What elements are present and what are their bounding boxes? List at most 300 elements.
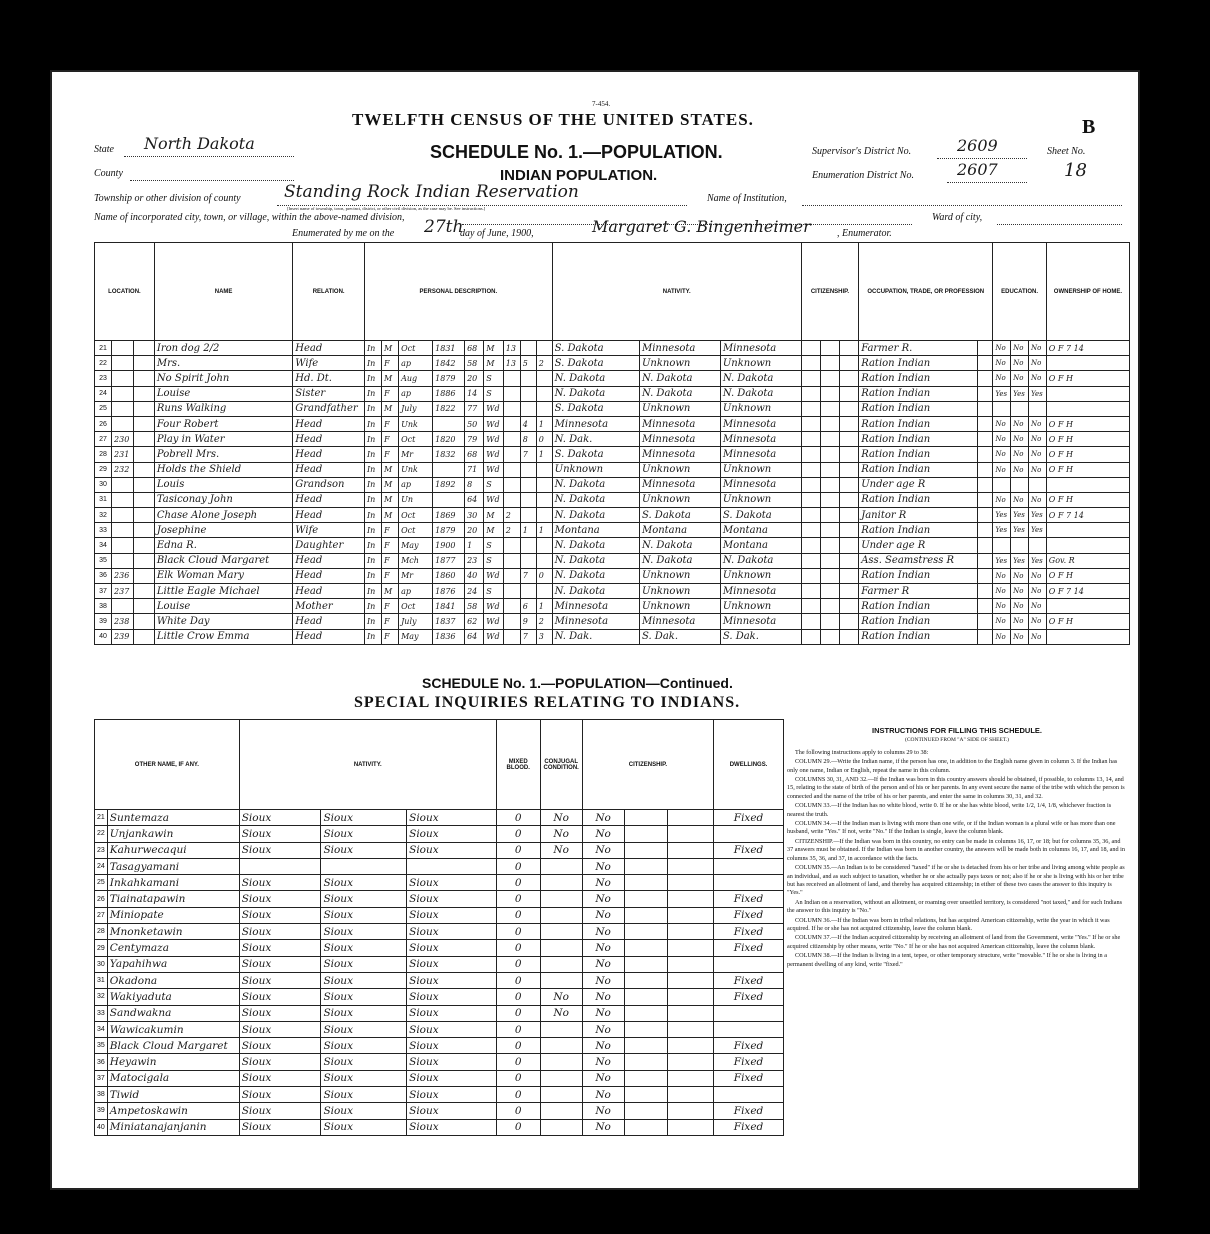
city-label: Name of incorporated city, town, or village, within the above-named division, xyxy=(94,212,405,223)
population-row xyxy=(95,386,1130,401)
color: In xyxy=(365,492,382,507)
instruction-paragraph: COLUMN 37.—If the Indian acquired citizenship by receiving an allotment of land from the Government, write "Yes." If he or she acquired citizenship by other means, write "No." If he or she has not acquired American citizenship, leave the column blank. xyxy=(787,934,1121,950)
relation: Daughter xyxy=(293,538,365,553)
person-name: Edna R. xyxy=(154,538,292,553)
nativity2-header: NATIVITY. xyxy=(239,720,496,810)
father-birthplace: N. Dakota xyxy=(639,538,720,553)
birth-year xyxy=(433,492,465,507)
tribe: Sioux xyxy=(239,924,321,940)
tribe-of-father: Sioux xyxy=(321,1070,407,1086)
person-name: Josephine xyxy=(154,523,292,538)
relation: Sister xyxy=(293,386,365,401)
home-ownership: O F 7 14 xyxy=(1046,341,1129,356)
polygamy xyxy=(540,1038,582,1054)
father-birthplace: Unknown xyxy=(639,401,720,416)
home-ownership xyxy=(1046,538,1129,553)
color: In xyxy=(365,432,382,447)
can-write: Yes xyxy=(1011,523,1029,538)
taxed: No xyxy=(582,940,624,956)
state-label: State xyxy=(94,144,114,155)
home-ownership: O F H xyxy=(1046,462,1129,477)
person-name: Runs Walking xyxy=(154,401,292,416)
population-row xyxy=(95,432,1130,447)
family-number xyxy=(133,584,154,599)
dwelling: Fixed xyxy=(714,1038,784,1054)
dwelling: Fixed xyxy=(714,1054,784,1070)
imm-year xyxy=(801,371,820,386)
birthplace: N. Dakota xyxy=(552,553,639,568)
imm-year xyxy=(801,462,820,477)
color: In xyxy=(365,614,382,629)
can-read: No xyxy=(993,568,1011,583)
person-name: Louis xyxy=(154,477,292,492)
can-read: No xyxy=(993,341,1011,356)
occupation: Ration Indian xyxy=(859,599,978,614)
other-name: Wawicakumin xyxy=(107,1021,239,1037)
naturalization xyxy=(840,447,859,462)
enumerator-suffix: , Enumerator. xyxy=(837,228,892,239)
occupation: Under age R xyxy=(859,538,978,553)
tribe: Sioux xyxy=(239,907,321,923)
tribe-of-father: Sioux xyxy=(321,1005,407,1021)
row-number: 25 xyxy=(95,401,112,416)
naturalization xyxy=(840,477,859,492)
instruction-paragraph: COLUMN 36.—If the Indian was born in tribal relations, but has acquired American citizenship, write the year in which it was acquired. If he or she has not acquired citizenship, leave the column blank. xyxy=(787,916,1110,932)
can-write: Yes xyxy=(1011,553,1029,568)
dwelling: Fixed xyxy=(714,924,784,940)
citizenship-year xyxy=(624,858,668,874)
father-birthplace: N. Dakota xyxy=(639,553,720,568)
citizenship-by-allotment xyxy=(668,924,714,940)
children-living xyxy=(536,462,552,477)
mixed-blood: 0 xyxy=(496,1087,540,1103)
tribe: Sioux xyxy=(239,1119,321,1135)
father-birthplace: S. Dakota xyxy=(639,508,720,523)
imm-year xyxy=(801,386,820,401)
birth-month: Oct xyxy=(399,599,433,614)
relation: Head xyxy=(293,341,365,356)
other-name: Mnonketawin xyxy=(107,924,239,940)
color: In xyxy=(365,584,382,599)
imm-year xyxy=(801,599,820,614)
mother-birthplace: Unknown xyxy=(720,599,801,614)
dwelling-number xyxy=(112,492,134,507)
can-read: No xyxy=(993,614,1011,629)
age: 1 xyxy=(465,538,484,553)
birthplace: Minnesota xyxy=(552,416,639,431)
citizenship-by-allotment xyxy=(668,1119,714,1135)
mixed-blood: 0 xyxy=(496,956,540,972)
children-born xyxy=(520,538,536,553)
occupation: Ration Indian xyxy=(859,629,978,644)
imm-year xyxy=(801,341,820,356)
years-in-us xyxy=(820,401,839,416)
row-number: 38 xyxy=(95,1087,108,1103)
years-in-us xyxy=(820,508,839,523)
age: 58 xyxy=(465,356,484,371)
instructions-title: INSTRUCTIONS FOR FILLING THIS SCHEDULE. xyxy=(872,727,1042,735)
tribe-of-mother: Sioux xyxy=(407,842,497,858)
row-number: 36 xyxy=(95,568,112,583)
polygamy: No xyxy=(540,989,582,1005)
other-name-header: OTHER NAME, IF ANY. xyxy=(95,720,240,810)
row-number: 27 xyxy=(95,432,112,447)
birthplace: N. Dakota xyxy=(552,492,639,507)
citizenship-year xyxy=(624,1038,668,1054)
special-inquiry-row xyxy=(95,891,784,907)
row-number: 27 xyxy=(95,907,108,923)
birthplace: Minnesota xyxy=(552,614,639,629)
marital-status: Wd xyxy=(484,568,504,583)
tribe: Sioux xyxy=(239,940,321,956)
dwelling: Fixed xyxy=(714,1119,784,1135)
birth-month: Mr xyxy=(399,447,433,462)
citizenship-by-allotment xyxy=(668,875,714,891)
population-row xyxy=(95,614,1130,629)
dwelling-number: 230 xyxy=(112,432,134,447)
occupation: Janitor R xyxy=(859,508,978,523)
tribe-of-father: Sioux xyxy=(321,1087,407,1103)
taxed: No xyxy=(582,1054,624,1070)
years-married xyxy=(503,553,520,568)
father-birthplace: Unknown xyxy=(639,462,720,477)
instruction-paragraph: COLUMNS 30, 31, AND 32.—If the Indian was born in this country answers should be obtained, if possible, to columns 13, 14, and 15, relating to the state of birth of the person and of his or her parents. In any event secure the name of the tribe with which the person is connected and the name of the tribe of his or her parents, and enter the same in columns 30, 31, and 32. xyxy=(787,776,1125,800)
years-married xyxy=(503,492,520,507)
ward-label: Ward of city, xyxy=(932,212,983,223)
speaks-english: Yes xyxy=(1028,523,1046,538)
township-label: Township or other division of county xyxy=(94,193,241,204)
tribe-of-mother: Sioux xyxy=(407,1103,497,1119)
years-in-us xyxy=(820,432,839,447)
census-sheet xyxy=(50,70,1140,1190)
children-living: 1 xyxy=(536,523,552,538)
birth-year: 1820 xyxy=(433,432,465,447)
conjugal-header: CONJUGAL CONDITION. xyxy=(540,720,582,810)
citizenship-by-allotment xyxy=(668,972,714,988)
occupation: Ration Indian xyxy=(859,416,978,431)
dwelling-number xyxy=(112,508,134,523)
population-row xyxy=(95,538,1130,553)
birthplace: N. Dakota xyxy=(552,508,639,523)
mixed-blood-header: MIXED BLOOD. xyxy=(496,720,540,810)
naturalization xyxy=(840,614,859,629)
tribe-of-mother: Sioux xyxy=(407,989,497,1005)
birthplace: N. Dakota xyxy=(552,538,639,553)
children-born xyxy=(520,477,536,492)
marital-status: Wd xyxy=(484,401,504,416)
tribe: Sioux xyxy=(239,810,321,826)
polygamy xyxy=(540,1119,582,1135)
sex: M xyxy=(382,401,399,416)
can-read: No xyxy=(993,416,1011,431)
marital-status: S xyxy=(484,584,504,599)
mixed-blood: 0 xyxy=(496,924,540,940)
tribe: Sioux xyxy=(239,826,321,842)
color: In xyxy=(365,599,382,614)
children-born: 6 xyxy=(520,599,536,614)
citizenship-by-allotment xyxy=(668,907,714,923)
population-row xyxy=(95,492,1130,507)
naturalization xyxy=(840,599,859,614)
age: 68 xyxy=(465,341,484,356)
dwelling: Fixed xyxy=(714,940,784,956)
birth-year: 1900 xyxy=(433,538,465,553)
polygamy: No xyxy=(540,842,582,858)
years-in-us xyxy=(820,568,839,583)
occupation: Ass. Seamstress R xyxy=(859,553,978,568)
instruction-paragraph: COLUMN 35.—An Indian is to be considered "taxed" if he or she is detached from his or her tribe and living among white people as an individual, and as such subject to taxation, whether he or she actually pays taxes or not; also if he or she is living with his or her tribe but has received an allotment of land, and thereby has acquired citizenship; in either of these two cases the answer to this inquiry is "Yes." xyxy=(787,864,1125,897)
home-ownership: O F H xyxy=(1046,568,1129,583)
marital-status: S xyxy=(484,477,504,492)
birth-month: Oct xyxy=(399,523,433,538)
family-number xyxy=(133,386,154,401)
father-birthplace: Minnesota xyxy=(639,341,720,356)
speaks-english xyxy=(1028,401,1046,416)
father-birthplace: S. Dak. xyxy=(639,629,720,644)
family-number xyxy=(133,401,154,416)
years-married xyxy=(503,477,520,492)
polygamy xyxy=(540,924,582,940)
father-birthplace: Unknown xyxy=(639,568,720,583)
color: In xyxy=(365,401,382,416)
special-inquiry-row xyxy=(95,810,784,826)
age: 40 xyxy=(465,568,484,583)
taxed: No xyxy=(582,1087,624,1103)
father-birthplace: N. Dakota xyxy=(639,386,720,401)
speaks-english: No xyxy=(1028,416,1046,431)
population-row xyxy=(95,341,1130,356)
children-living: 1 xyxy=(536,416,552,431)
tribe-of-father: Sioux xyxy=(321,810,407,826)
row-number: 26 xyxy=(95,416,112,431)
person-name: Holds the Shield xyxy=(154,462,292,477)
row-number: 23 xyxy=(95,842,108,858)
citizenship2-header: CITIZENSHIP. xyxy=(582,720,713,810)
months-school xyxy=(978,492,993,507)
months-school xyxy=(978,356,993,371)
home-ownership: O F H xyxy=(1046,447,1129,462)
person-name: Little Crow Emma xyxy=(154,629,292,644)
enumeration-value: 2607 xyxy=(957,160,998,179)
sex: M xyxy=(382,492,399,507)
can-read: Yes xyxy=(993,523,1011,538)
birth-month: Unk xyxy=(399,462,433,477)
mother-birthplace: Unknown xyxy=(720,356,801,371)
mother-birthplace: Minnesota xyxy=(720,584,801,599)
polygamy xyxy=(540,907,582,923)
birthplace: N. Dakota xyxy=(552,477,639,492)
relation: Mother xyxy=(293,599,365,614)
tribe xyxy=(239,858,321,874)
row-number: 30 xyxy=(95,956,108,972)
years-married xyxy=(503,629,520,644)
years-in-us xyxy=(820,416,839,431)
years-in-us xyxy=(820,523,839,538)
can-read: No xyxy=(993,492,1011,507)
home-ownership xyxy=(1046,356,1129,371)
citizenship-year xyxy=(624,1054,668,1070)
years-in-us xyxy=(820,386,839,401)
sex: F xyxy=(382,386,399,401)
dwelling-number: 237 xyxy=(112,584,134,599)
family-number xyxy=(133,341,154,356)
citizenship-year xyxy=(624,891,668,907)
dwelling-number: 231 xyxy=(112,447,134,462)
imm-year xyxy=(801,614,820,629)
occupation: Ration Indian xyxy=(859,523,978,538)
polygamy xyxy=(540,956,582,972)
mother-birthplace: S. Dak. xyxy=(720,629,801,644)
father-birthplace: Minnesota xyxy=(639,432,720,447)
dwelling: Fixed xyxy=(714,907,784,923)
sex: M xyxy=(382,341,399,356)
years-in-us xyxy=(820,584,839,599)
dwelling-number: 236 xyxy=(112,568,134,583)
dwelling-number xyxy=(112,341,134,356)
other-name: Ampetoskawin xyxy=(107,1103,239,1119)
taxed: No xyxy=(582,826,624,842)
mixed-blood: 0 xyxy=(496,1103,540,1119)
tribe: Sioux xyxy=(239,891,321,907)
sex: M xyxy=(382,477,399,492)
citizenship-by-allotment xyxy=(668,1038,714,1054)
special-inquiry-row xyxy=(95,1021,784,1037)
birth-month: ap xyxy=(399,584,433,599)
mother-birthplace: Minnesota xyxy=(720,447,801,462)
birth-year: 1892 xyxy=(433,477,465,492)
township-note: [Insert name of township, town, precinct, district, or other civil division, as the case may be. See instructions.] xyxy=(287,206,486,211)
tribe-of-mother: Sioux xyxy=(407,1119,497,1135)
years-married xyxy=(503,447,520,462)
can-write: Yes xyxy=(1011,508,1029,523)
person-name: Louise xyxy=(154,386,292,401)
dwelling-number xyxy=(112,477,134,492)
instruction-paragraph: CITIZENSHIP.—If the Indian was born in this country, no entry can be made in columns 16, 17, or 18; but for columns 35, 36, and 37 answers must be obtained. If the Indian was born in another country, the answers will be made both in columns 16, 17, and 18, and in columns 35, 36, and 37, in accordance with the facts. xyxy=(787,837,1125,862)
years-in-us xyxy=(820,599,839,614)
dwellings-header: DWELLINGS. xyxy=(714,720,784,810)
children-living: 0 xyxy=(536,568,552,583)
years-married: 2 xyxy=(503,508,520,523)
citizenship-header: CITIZENSHIP. xyxy=(801,243,858,341)
color: In xyxy=(365,629,382,644)
taxed: No xyxy=(582,1119,624,1135)
special-inquiry-row xyxy=(95,972,784,988)
dwelling-number xyxy=(112,538,134,553)
age: 79 xyxy=(465,432,484,447)
tribe-of-father: Sioux xyxy=(321,907,407,923)
tribe: Sioux xyxy=(239,842,321,858)
dwelling-number xyxy=(112,599,134,614)
mother-birthplace: N. Dakota xyxy=(720,553,801,568)
marital-status: M xyxy=(484,508,504,523)
population-row xyxy=(95,629,1130,644)
birth-year: 1837 xyxy=(433,614,465,629)
birth-month: May xyxy=(399,629,433,644)
relation: Head xyxy=(293,508,365,523)
sex: F xyxy=(382,447,399,462)
years-married: 13 xyxy=(503,356,520,371)
polygamy: No xyxy=(540,1005,582,1021)
family-number xyxy=(133,614,154,629)
marital-status: Wd xyxy=(484,599,504,614)
age: 64 xyxy=(465,492,484,507)
row-number: 22 xyxy=(95,826,108,842)
special-inquiries-table xyxy=(94,719,784,1136)
county-label: County xyxy=(94,168,123,179)
tribe-of-father: Sioux xyxy=(321,972,407,988)
tribe-of-mother: Sioux xyxy=(407,891,497,907)
population-row xyxy=(95,401,1130,416)
special-inquiry-row xyxy=(95,989,784,1005)
can-write: No xyxy=(1011,568,1029,583)
mixed-blood: 0 xyxy=(496,972,540,988)
tribe-of-mother: Sioux xyxy=(407,1005,497,1021)
row-number: 40 xyxy=(95,629,112,644)
naturalization xyxy=(840,401,859,416)
speaks-english: No xyxy=(1028,447,1046,462)
children-born: 7 xyxy=(520,568,536,583)
birth-month: Oct xyxy=(399,508,433,523)
citizenship-year xyxy=(624,907,668,923)
home-ownership xyxy=(1046,629,1129,644)
taxed: No xyxy=(582,924,624,940)
indian-population-subtitle: INDIAN POPULATION. xyxy=(500,167,658,184)
home-ownership xyxy=(1046,401,1129,416)
father-birthplace: Unknown xyxy=(639,356,720,371)
tribe: Sioux xyxy=(239,972,321,988)
tribe-of-father: Sioux xyxy=(321,956,407,972)
children-born xyxy=(520,386,536,401)
age: 64 xyxy=(465,629,484,644)
birth-year: 1879 xyxy=(433,371,465,386)
birth-month: Unk xyxy=(399,416,433,431)
naturalization xyxy=(840,523,859,538)
years-married xyxy=(503,599,520,614)
age: 62 xyxy=(465,614,484,629)
years-married xyxy=(503,614,520,629)
children-born xyxy=(520,341,536,356)
mother-birthplace: Montana xyxy=(720,523,801,538)
can-read: Yes xyxy=(993,386,1011,401)
relation: Wife xyxy=(293,356,365,371)
children-born: 4 xyxy=(520,416,536,431)
citizenship-by-allotment xyxy=(668,1070,714,1086)
row-number: 28 xyxy=(95,924,108,940)
relation: Head xyxy=(293,416,365,431)
dwelling-number: 239 xyxy=(112,629,134,644)
instructions-panel xyxy=(787,727,1127,1182)
family-number xyxy=(133,568,154,583)
marital-status: M xyxy=(484,523,504,538)
birth-month: July xyxy=(399,401,433,416)
row-number: 21 xyxy=(95,341,112,356)
population-row xyxy=(95,523,1130,538)
home-ownership: O F H xyxy=(1046,371,1129,386)
taxed: No xyxy=(582,1038,624,1054)
relation: Wife xyxy=(293,523,365,538)
other-name: Inkahkamani xyxy=(107,875,239,891)
can-read: No xyxy=(993,356,1011,371)
speaks-english: Yes xyxy=(1028,553,1046,568)
marital-status: S xyxy=(484,386,504,401)
population-row xyxy=(95,599,1130,614)
can-write: No xyxy=(1011,447,1029,462)
supervisor-label: Supervisor's District No. xyxy=(812,146,912,157)
mixed-blood: 0 xyxy=(496,940,540,956)
marital-status: S xyxy=(484,538,504,553)
can-write xyxy=(1011,477,1029,492)
citizenship-year xyxy=(624,1070,668,1086)
